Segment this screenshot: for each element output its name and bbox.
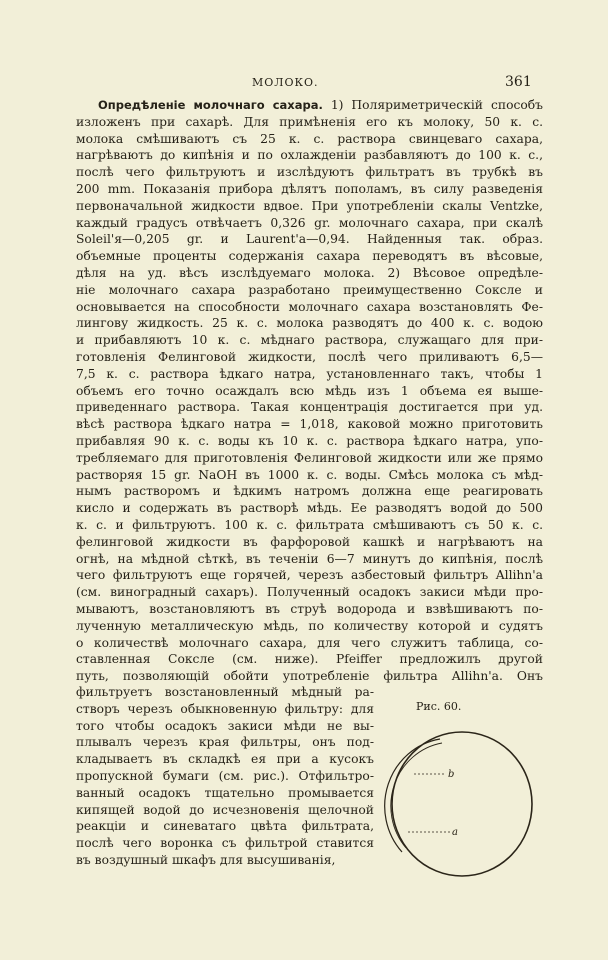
text-line: огнѣ, на мѣдной сѣткѣ, въ теченіи 6—7 минутъ до кипѣнія, послѣ [76,551,543,566]
text-line: прибавляя 90 к. с. воды къ 10 к. с. раствора ѣдкаго натра, упо- [76,433,543,448]
text-line: молока смѣшиваютъ съ 25 к. с. раствора свинцеваго сахара, [76,131,543,146]
text-line: ніе молочнаго сахара разработано преимущественно Сокслe и [76,282,543,297]
text-line: объемные проценты содержанія сахара переводятъ въ вѣсовые, [76,249,543,264]
text-line: въ воздушный шкафъ для высушиванія, [76,852,336,867]
text-line: 7,5 к. с. раствора ѣдкаго натра, установленнаго такъ, чтобы 1 [76,366,543,381]
section-heading: Опредѣленіе молочнаго сахара. [98,98,323,112]
filter-diagram [380,722,550,892]
text-line: растворяя 15 gr. NaOH въ 1000 к. с. воды. Смѣсь молока съ мѣд- [76,467,543,482]
page-number: 361 [505,74,532,90]
text-line: кладываетъ въ складкѣ ея при а кусокъ [76,752,374,767]
text-line: первоначальной жидкости вдвое. При употребленіи скалы Ventzke, [76,198,543,213]
text-line: (см. виноградный сахаръ). Полученный осадокъ закиси мѣди про- [76,585,543,600]
running-head: МОЛОКО. [252,76,319,89]
text-beside-figure [76,684,374,869]
text-line: 200 mm. Показанія прибора дѣлятъ пополамъ, въ силу разведенія [76,181,543,196]
main-text-block [76,97,543,685]
figure-caption: Рис. 60. [416,700,462,713]
text-line: послѣ чего воронка съ фильтрой ставится [76,836,374,851]
text-line: готовленія Фелинговой жидкости, послѣ чего приливаютъ 6,5— [76,349,543,364]
text-line: к. с. и фильтруютъ. 100 к. с. фильтрата смѣшиваютъ съ 50 к. с. [76,517,543,532]
text-line: объемъ его точно осаждалъ всю мѣдь изъ 1 объема ея выше- [76,383,543,398]
text-line: пропускной бумаги (см. рис.). Отфильтро- [76,768,374,783]
page-header [0,74,608,92]
label-b: b [448,769,455,780]
text-line-first-rest: 1) Поляриметрическій способъ [322,98,543,112]
text-line: дѣля на уд. вѣсъ изслѣдуемаго молока. 2) Вѣсовое опредѣле- [76,265,543,280]
text-line: лученную металлическую мѣдь, по количеству которой и судятъ [76,618,543,633]
text-line: реакціи и синеватаго цвѣта фильтрата, [76,819,374,834]
text-line: чего фильтруютъ еще горячей, черезъ азбестовый фильтръ Allihn'а [76,568,543,583]
text-line: кипящей водой до исчезновенія щелочной [76,802,374,817]
filter-outer-circle [392,732,532,876]
text-line: кисло и содержать въ растворѣ мѣдь. Ее разводятъ водой до 500 [76,501,543,516]
label-a: a [452,827,458,838]
text-line: створъ черезъ обыкновенную фильтру: для [76,701,374,716]
text-line: вѣсѣ раствора ѣдкаго натра = 1,018, каковой можно приготовить [76,417,543,432]
text-line: фильтруетъ возстановленный мѣдный ра- [76,685,374,699]
text-line: того чтобы осадокъ закиси мѣди не вы- [76,718,374,733]
text-line: путь, позволяющій обойти употребленіе фильтра Allihn'а. Онъ [76,669,543,684]
text-line: плывалъ черезъ края фильтры, онъ под- [76,735,374,750]
text-line: основывается на способности молочнаго сахара возстановлять Фе- [76,299,543,314]
text-line: нагрѣваютъ до кипѣнія и по охлажденіи разбавляютъ до 100 к. с., [76,148,543,163]
text-line: лингову жидкость. 25 к. с. молока разводятъ до 400 к. с. водою [76,316,543,331]
text-line: и прибавляютъ 10 к. с. мѣднаго раствора, служащаго для при- [76,333,543,348]
text-line: мываютъ, возстановляютъ въ струѣ водорода и взвѣшиваютъ по- [76,601,543,616]
text-line: о количествѣ молочнаго сахара, для чего служитъ таблица, со- [76,635,543,650]
text-line: нымъ растворомъ и ѣдкимъ натромъ должна еще реагировать [76,484,543,499]
text-line: Soleil'я—0,205 gr. и Laurent'а—0,94. Найденныя так. образ. [76,232,543,247]
text-line: требляемаго для приготовленія Фелинговой жидкости или же прямо [76,450,543,465]
text-line: ставленная Сокслe (см. ниже). Pfeiffer предложилъ другой [76,652,543,667]
text-line: изложенъ при сахарѣ. Для примѣненія его къ молоку, 50 к. с. [76,114,543,129]
text-line-first [76,97,543,114]
figure-60 [380,700,550,890]
text-line: приведеннаго раствора. Такая концентрація достигается при уд. [76,400,543,415]
text-line: каждый градусъ отвѣчаетъ 0,326 gr. молочнаго сахара, при скалѣ [76,215,543,230]
text-line: фелинговой жидкости въ фарфоровой кашкѣ и нагрѣваютъ на [76,534,543,549]
text-line: ванный осадокъ тщательно промывается [76,785,374,800]
text-line: послѣ чего фильтруютъ и изслѣдуютъ фильтратъ въ трубкѣ въ [76,165,543,180]
